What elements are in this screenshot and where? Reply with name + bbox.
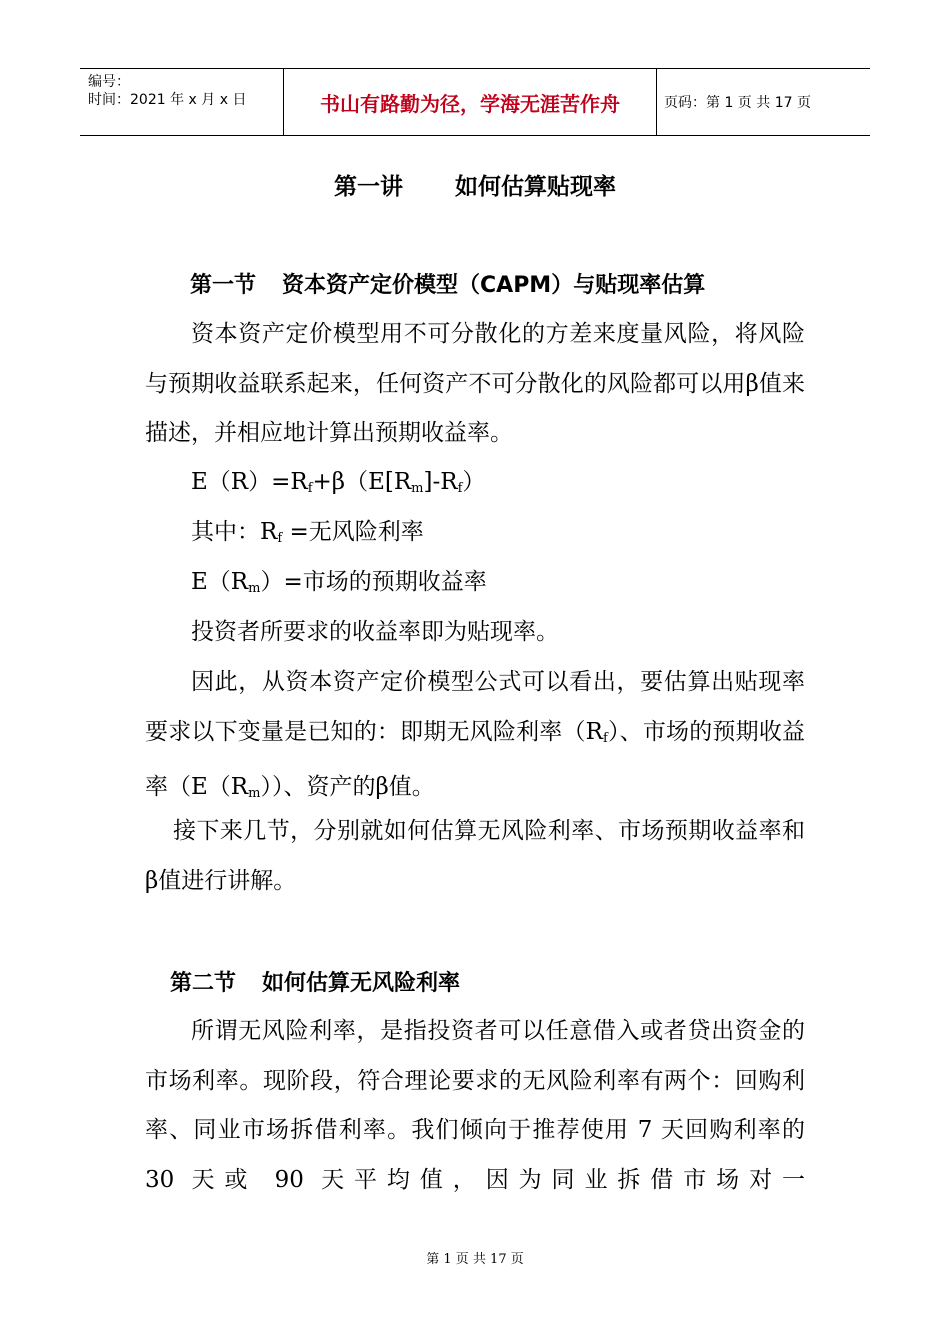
section-heading-2	[170, 966, 460, 997]
formula-subscript: m	[411, 481, 424, 496]
definition-text: E（R	[191, 569, 249, 595]
capm-formula	[191, 467, 485, 504]
definition-rf	[191, 517, 424, 554]
section-title: 如何估算无风险利率	[262, 971, 461, 996]
paragraph-text: ））、资产的β值。	[260, 774, 435, 800]
header-motto: 书山有路勤为径，学海无涯苦作舟	[320, 91, 620, 116]
formula-text: ]-R	[423, 469, 458, 495]
paragraph: 所谓无风险利率，是指投资者可以任意借入或者贷出资金的市场利率。现阶段，符合理论要求的无风险利率有两个：回购利率、同业市场拆借利率。我们倾向于推荐使用 7 天回购利率的 30 天或 90 天平均值，因为同业拆借市场对一	[145, 1018, 805, 1193]
definition-text: =无风险利率	[282, 519, 424, 545]
formula-subscript: f	[602, 730, 608, 746]
formula-text: E（R）=R	[191, 469, 308, 495]
formula-subscript: f	[457, 481, 463, 496]
formula-subscript: f	[277, 531, 283, 546]
paragraph: 接下来几节，分别就如何估算无风险利率、市场预期收益率和β值进行讲解。	[145, 818, 805, 894]
formula-text: ）	[462, 469, 486, 495]
section-heading-1	[190, 268, 705, 299]
definition-erm	[191, 567, 487, 604]
section-title: 资本资产定价模型（CAPM）与贴现率估算	[282, 273, 706, 298]
formula-subscript: m	[248, 786, 261, 801]
paragraph: 资本资产定价模型用不可分散化的方差来度量风险，将风险与预期收益联系起来，任何资产不可分散化的风险都可以用β值来描述，并相应地计算出预期收益率。	[145, 321, 805, 446]
title-lecture: 第一讲	[334, 174, 403, 200]
title-topic: 如何估算贴现率	[455, 174, 616, 200]
definition-text: ）=市场的预期收益率	[260, 569, 487, 595]
page-title	[0, 168, 950, 201]
formula-subscript: m	[248, 581, 261, 596]
paragraph-text: ）、市场的预期收益率（E（R	[145, 718, 806, 800]
section-number: 第一节	[190, 273, 257, 298]
page-footer: 第 1 页 共 17 页	[426, 1252, 524, 1267]
definition-text: 其中：R	[191, 519, 278, 545]
header-page-info: 页码：第 1 页 共 17 页	[664, 95, 811, 111]
investor-statement: 投资者所要求的收益率即为贴现率。	[191, 619, 559, 645]
header-meta	[88, 73, 246, 109]
paragraph	[145, 658, 805, 819]
serial-label: 编号：	[88, 74, 130, 90]
section-number: 第二节	[170, 971, 237, 996]
formula-subscript: f	[307, 481, 313, 496]
paragraph-text: 因此，从资本资产定价模型公式可以看出，要估算出贴现率要求以下变量是已知的：即期无风险利率（R	[145, 669, 805, 745]
formula-text: +β（E[R	[312, 469, 412, 495]
document-header	[80, 68, 870, 136]
time-label: 时间：2021 年 x 月 x 日	[88, 92, 247, 108]
